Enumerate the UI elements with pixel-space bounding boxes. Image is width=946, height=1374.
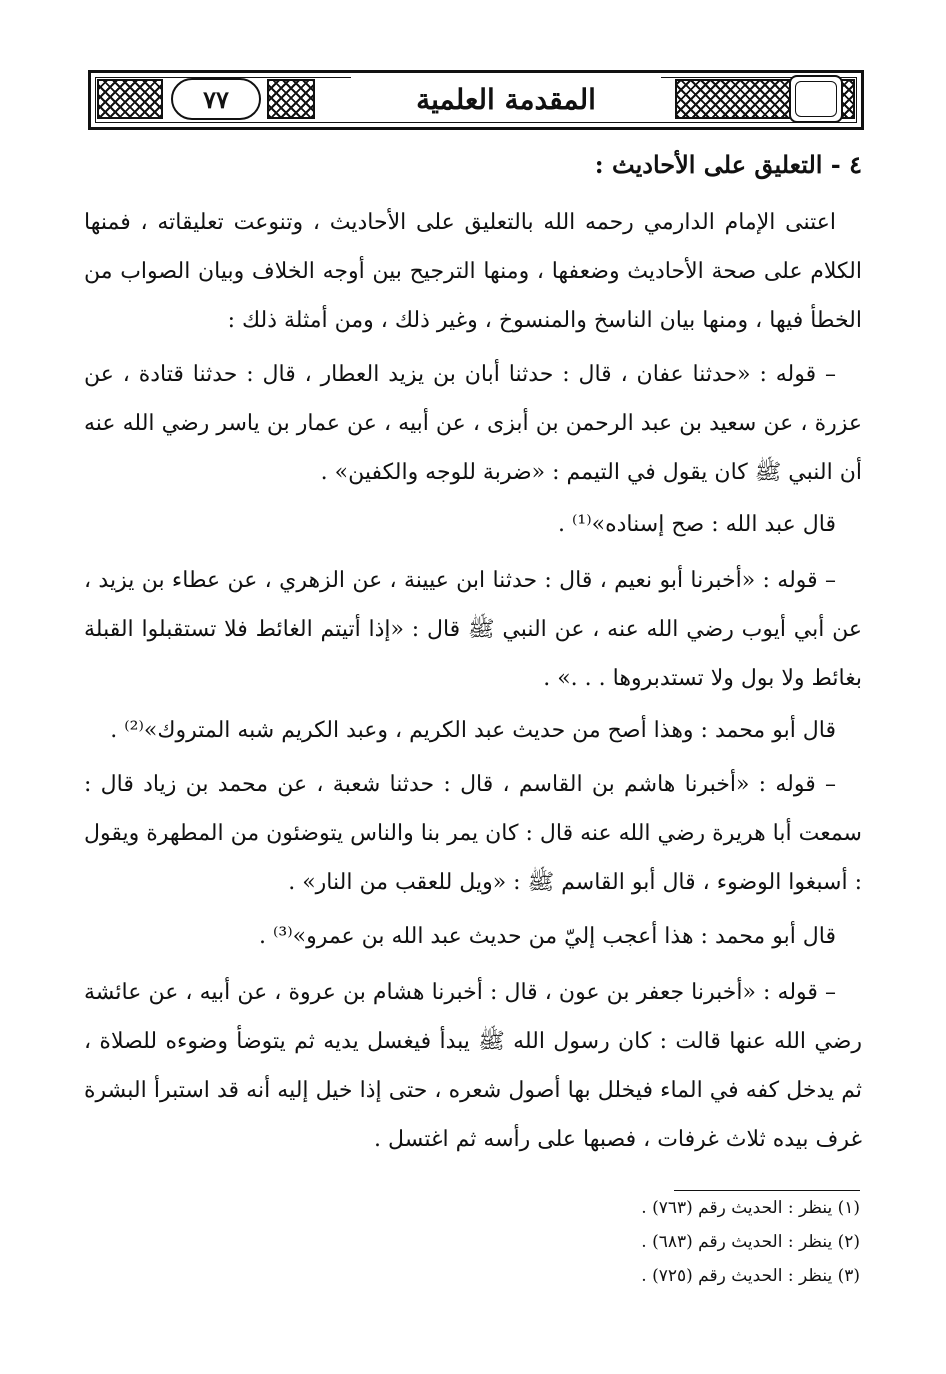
section-heading: ٤ - التعليق على الأحاديث : (594, 150, 862, 179)
footnote-separator (674, 1190, 860, 1191)
page-number: ٧٧ (171, 78, 261, 120)
paragraph-5 (84, 706, 862, 755)
paragraph-text: – قوله : «حدثنا عفان ، قال : حدثنا أبان بن يزيد العطار ، قال : حدثنا قتادة ، عن عزرة ، عن سعيد بن عبد الرحمن بن أبزى ، عن أبيه ، عن عمار بن ياسر رضي الله عنه أن النبي ﷺ كان يقول في التيمم : «ضربة للوجه والكفين» . (84, 362, 862, 485)
ornament-left-inner (267, 79, 315, 119)
paragraph-6 (84, 760, 862, 907)
paragraph-text: قال عبد الله : صح إسناده»⁽¹⁾ . (558, 512, 836, 537)
footnote-1: (١) ينظر : الحديث رقم (٧٦٣) . (641, 1198, 860, 1218)
paragraph-3 (84, 500, 862, 549)
paragraph-text: اعتنى الإمام الدارمي رحمه الله بالتعليق على الأحاديث ، وتنوعت تعليقاته ، فمنها الكلام على صحة الأحاديث وضعفها ، ومنها الترجيح بين أوجه الخلاف وبيان الصواب من الخطأ فيها ، ومنها بيان الناسخ والمنسوخ ، وغير ذلك ، ومن أمثلة ذلك : (84, 210, 862, 333)
paragraph-text: – قوله : «أخبرنا هاشم بن القاسم ، قال : حدثنا شعبة ، عن محمد بن زياد قال : سمعت أبا هريرة رضي الله عنه قال : كان يمر بنا والناس يتوضئون من المطهرة ويقول : أسبغوا الوضوء ، قال أبو القاسم ﷺ : «ويل للعقب من النار» . (84, 772, 862, 895)
paragraph-1 (84, 198, 862, 345)
paragraph-4 (84, 556, 862, 703)
paragraph-8 (84, 968, 862, 1164)
footnote-3: (٣) ينظر : الحديث رقم (٧٢٥) . (641, 1266, 860, 1286)
paragraph-text: – قوله : «أخبرنا أبو نعيم ، قال : حدثنا ابن عيينة ، عن الزهري ، عن عطاء بن يزيد ، عن أبي أيوب رضي الله عنه ، عن النبي ﷺ قال : «إذا أتيتم الغائط فلا تستقبلوا القبلة بغائط ولا بول ولا تستدبروها . . .» . (84, 568, 862, 691)
paragraph-2 (84, 350, 862, 497)
running-title: المقدمة العلمية (351, 77, 661, 121)
ornament-left (97, 79, 163, 119)
paragraph-text: – قوله : «أخبرنا جعفر بن عون ، قال : أخبرنا هشام بن عروة ، عن أبيه ، عن عائشة رضي الله عنها قالت : كان رسول الله ﷺ يبدأ فيغسل يديه ثم يتوضأ وضوءه للصلاة ، ثم يدخل كفه في الماء فيخلل بها أصول شعره ، حتى إذا خيل إليه أنه قد استبرأ البشرة غرف بيده ثلاث غرفات ، فصبها على رأسه ثم اغتسل . (84, 980, 862, 1152)
paragraph-text: قال أبو محمد : وهذا أصح من حديث عبد الكريم ، وعبد الكريم شبه المتروك»⁽²⁾ . (110, 718, 836, 743)
paragraph-7 (84, 912, 862, 961)
paragraph-text: قال أبو محمد : هذا أعجب إليّ من حديث عبد الله بن عمرو»⁽³⁾ . (258, 924, 836, 949)
footnote-2: (٢) ينظر : الحديث رقم (٦٨٣) . (641, 1232, 860, 1252)
book-seal-logo (789, 75, 843, 123)
page-header (88, 70, 864, 130)
seal-icon (795, 81, 837, 117)
